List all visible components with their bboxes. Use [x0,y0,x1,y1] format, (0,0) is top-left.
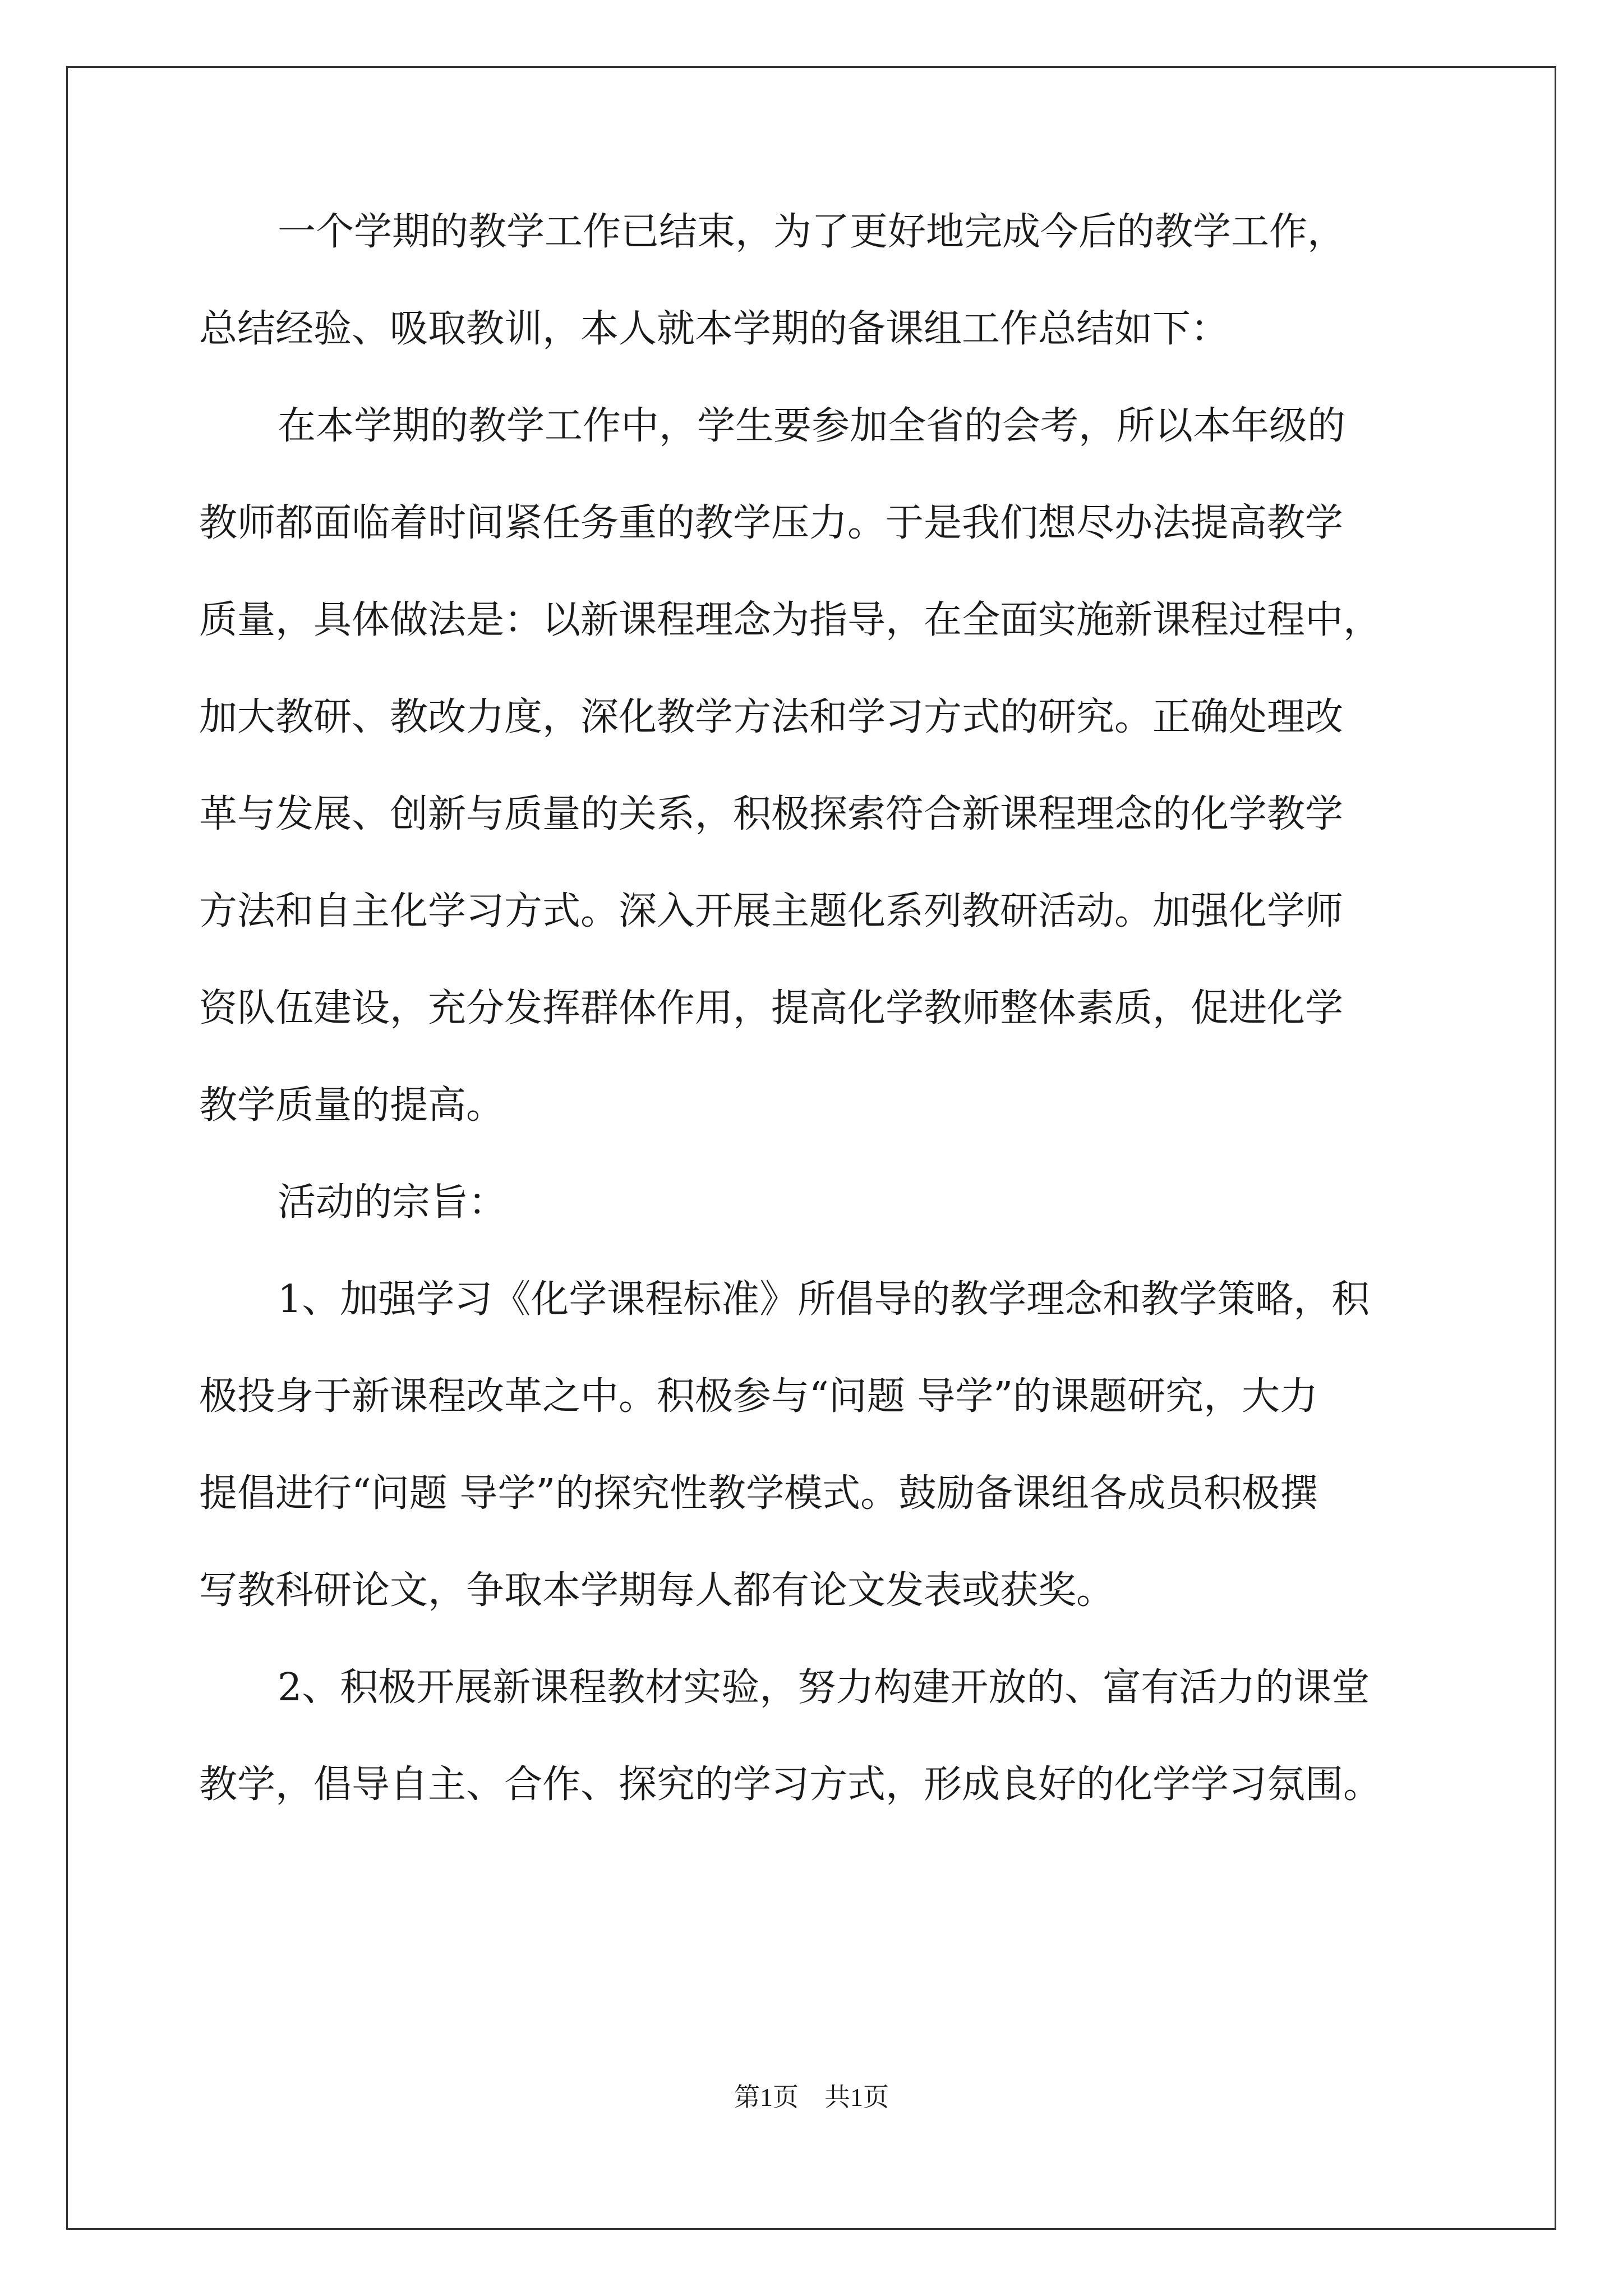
paragraph-line: 写教科研论文，争取本学期每人都有论文发表或获奖。 [199,1568,1115,1613]
paragraph-line: 一个学期的教学工作已结束，为了更好地完成今后的教学工作， [278,210,1346,254]
paragraph-line: 教师都面临着时间紧任务重的教学压力。于是我们想尽办法提高教学 [199,501,1344,545]
paragraph-line: 质量，具体做法是：以新课程理念为指导，在全面实施新课程过程中， [199,598,1382,642]
page-number-footer: 第1页 共1页 [734,2083,889,2111]
paragraph-line: 教学质量的提高。 [199,1083,505,1128]
paragraph-line: 加大教研、教改力度，深化教学方法和学习方式的研究。正确处理改 [199,695,1344,739]
paragraph-line: 教学，倡导自主、合作、探究的学习方式，形成良好的化学学习氛围。 [199,1763,1382,1807]
paragraph-line: 总结经验、吸取教训，本人就本学期的备课组工作总结如下： [199,307,1229,351]
page-border [66,66,1556,2230]
paragraph-line: 提倡进行“问题 导学”的探究性教学模式。鼓励备课组各成员积极撰 [199,1471,1318,1516]
paragraph-line: 方法和自主化学习方式。深入开展主题化系列教研活动。加强化学师 [199,889,1344,933]
paragraph-line: 2、积极开展新课程教材实验，努力构建开放的、富有活力的课堂 [278,1665,1370,1710]
paragraph-line: 革与发展、创新与质量的关系，积极探索符合新课程理念的化学教学 [199,792,1344,836]
paragraph-line: 极投身于新课程改革之中。积极参与“问题 导学”的课题研究，大力 [199,1374,1318,1419]
paragraph-line: 1、加强学习《化学课程标准》所倡导的教学理念和教学策略，积 [278,1277,1370,1322]
section-heading: 活动的宗旨： [278,1180,507,1225]
paragraph-line: 在本学期的教学工作中，学生要参加全省的会考，所以本年级的 [278,404,1346,448]
paragraph-line: 资队伍建设，充分发挥群体作用，提高化学教师整体素质，促进化学 [199,986,1344,1030]
